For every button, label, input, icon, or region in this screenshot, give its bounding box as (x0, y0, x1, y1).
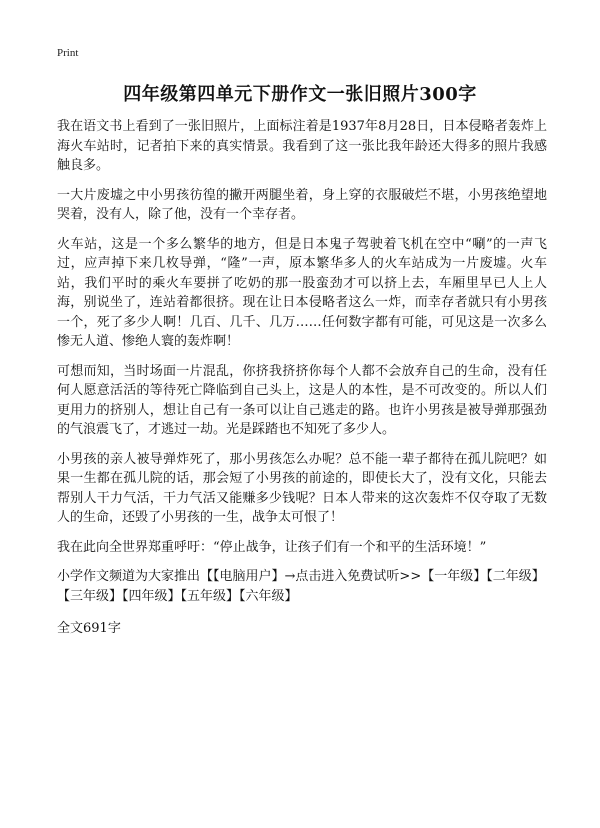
page-title: 四年级第四单元下册作文一张旧照片300字 (123, 84, 477, 105)
link-grade-4[interactable]: 【四年级】 (122, 589, 181, 604)
link-computer-user[interactable]: 【电脑用户】 (213, 569, 285, 584)
link-grade-2[interactable]: 【二年级】 (486, 569, 545, 584)
print-link[interactable]: Print (57, 47, 79, 59)
link-grade-6[interactable]: 【六年级】 (239, 589, 298, 604)
link-free-trial[interactable]: →点击进入免费试听>> (284, 569, 422, 584)
link-grade-1[interactable]: 【一年级】 (421, 569, 487, 584)
footer-navigation (57, 567, 547, 607)
paragraph-appeal: 我在此向全世界郑重呼吁：“停止战争，让孩子们有一个和平的生活环境！” (57, 539, 487, 555)
paragraph-boy-future: 小男孩的亲人被导弹炸死了，那小男孩怎么办呢？总不能一辈子都待在孤儿院吧？如果一生都在孤儿院的话，那会短了小男孩的前途的，即使长大了，没有文化，只能去帮别人干力气活，干力气活又能赚多少钱呢？日本人带来的这次轰炸不仅夺取了无数人的生命，还毁了小男孩的一生，战争太可恨了！ (57, 451, 547, 525)
paragraph-boy-description: 一大片废墟之中小男孩彷徨的撇开两腿坐着，身上穿的衣服破烂不堪，小男孩绝望地哭着，没有人，除了他，没有一个幸存者。 (57, 187, 547, 222)
word-count: 全文691字 (57, 621, 121, 636)
footer-intro-text: 小学作文频道为大家推出【 (57, 569, 214, 584)
link-grade-3[interactable]: 【三年级】 (57, 589, 123, 604)
article-body (57, 117, 547, 639)
link-grade-5[interactable]: 【五年级】 (180, 589, 240, 604)
paragraph-chaos: 可想而知，当时场面一片混乱，你挤我挤挤你每个人都不会放弃自己的生命，没有任何人愿意活活的等待死亡降临到自己头上，这是人的本性，是不可改变的。所以人们更用力的挤别人，想让自己有一条可以让自己逃走的路。也许小男孩是被导弹那强劲的气浪震飞了，才逃过一劫。光是踩踏也不知死了多少人。 (57, 363, 547, 437)
paragraph-station: 火车站，这是一个多么繁华的地方，但是日本鬼子驾驶着飞机在空中“唰”的一声飞过，应声掉下来几枚导弹，“隆”一声，原本繁华多人的火车站成为一片废墟。火车站，我们平时的乘火车要拼了吃奶的那一股蛮劲才可以挤上去，车厢里早已人上人海，别说坐了，连站着都很挤。现在让日本侵略者这么一炸，而幸存者就只有小男孩一个，死了多少人啊！几百、几千、几万……任何数字都有可能，可见这是一次多么惨无人道、惨绝人寰的轰炸啊！ (57, 236, 547, 349)
paragraph-intro: 我在语文书上看到了一张旧照片，上面标注着是1937年8月28日，日本侵略者轰炸上海火车站时，记者拍下来的真实情景。我看到了这一张比我年龄还大得多的照片我感触良多。 (57, 119, 547, 173)
